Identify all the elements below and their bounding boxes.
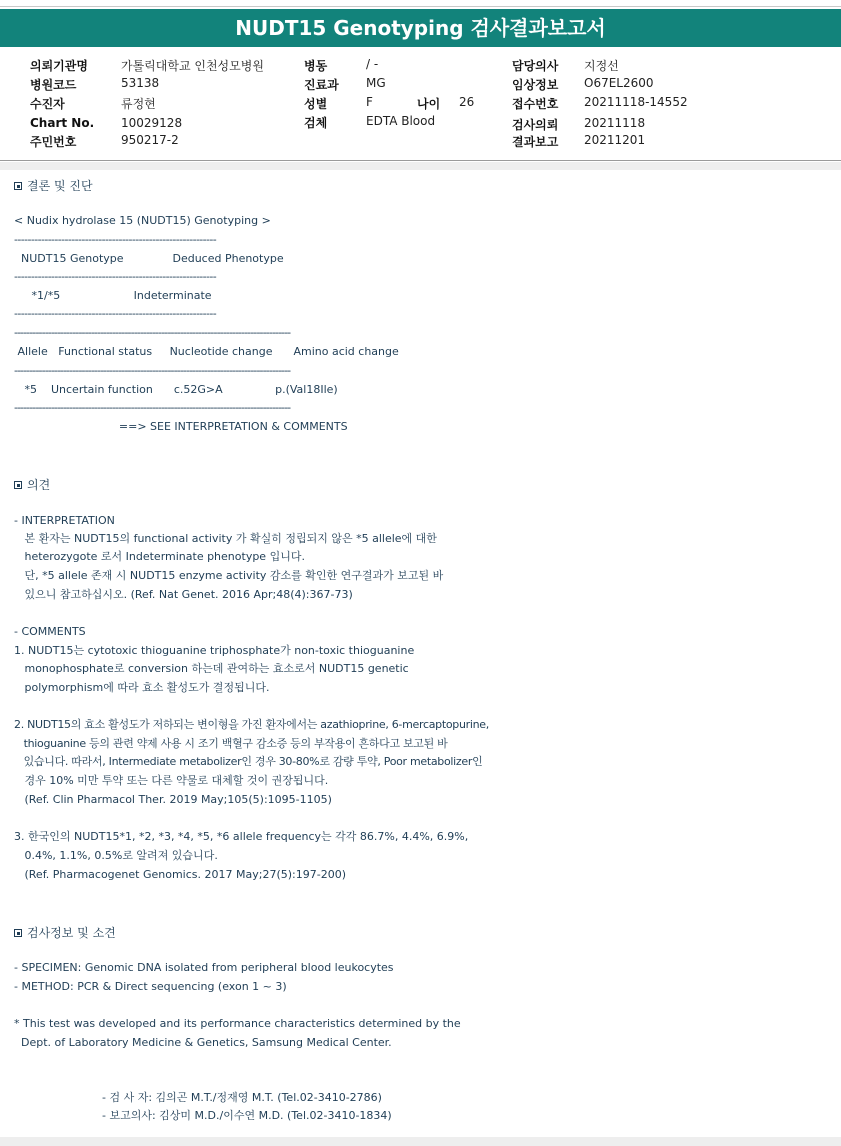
header-value-age: 26	[459, 95, 475, 109]
header-label-requesting-institution: 의뢰기관명	[30, 59, 88, 73]
conclusion-line: ------------------------------------------------------------	[14, 307, 217, 320]
opinion-line: monophosphate로 conversion 하는데 관여하는 효소로서 NUDT15 genetic	[14, 662, 409, 675]
section-heading-opinion	[14, 476, 50, 493]
testinfo-line: - METHOD: PCR & Direct sequencing (exon 1 ~ 3)	[14, 980, 287, 993]
section-heading-testinfo	[14, 924, 116, 941]
opinion-line: 3. 한국인의 NUDT15*1, *2, *3, *4, *5, *6 allele frequency는 각각 86.7%, 4.4%, 6.9%,	[14, 830, 469, 843]
header-value-physician: 지정선	[584, 59, 619, 73]
conclusion-line: ------------------------------------------------------------------------------------------	[14, 364, 291, 377]
header-value-request-date: 20211118	[584, 116, 646, 130]
signature-line-reporting-physician: - 보고의사: 김상미 M.D./이수연 M.D. (Tel.02-3410-1834)	[102, 1109, 392, 1122]
checkbox-square-icon	[14, 182, 22, 190]
conclusion-line: ------------------------------------------------------------	[14, 270, 217, 283]
opinion-line: polymorphism에 따라 효소 활성도가 결정됩니다.	[14, 681, 270, 694]
conclusion-line: ------------------------------------------------------------------------------------------	[14, 326, 291, 339]
opinion-line: 단, *5 allele 존재 시 NUDT15 enzyme activity 감소를 확인한 연구결과가 보고된 바	[14, 569, 444, 582]
conclusion-line: *1/*5 Indeterminate	[14, 289, 212, 302]
header-value-chart-no: 10029128	[121, 116, 183, 130]
header-label-sex: 성별	[304, 97, 328, 111]
opinion-line: - INTERPRETATION	[14, 514, 115, 527]
header-value-requesting-institution: 가톨릭대학교 인천성모병원	[121, 59, 264, 73]
bottom-gray-strip	[0, 1137, 841, 1146]
testinfo-line: Dept. of Laboratory Medicine & Genetics, Samsung Medical Center.	[14, 1036, 392, 1049]
conclusion-line: ------------------------------------------------------------------------------------------	[14, 401, 291, 414]
header-label-resident-number: 주민번호	[30, 135, 77, 149]
opinion-line: 있으니 참고하십시오. (Ref. Nat Genet. 2016 Apr;48(4):367-73)	[14, 588, 353, 601]
checkbox-square-icon	[14, 929, 22, 937]
conclusion-line: *5 Uncertain function c.52G>A p.(Val18Ile)	[14, 383, 338, 396]
header-label-specimen: 검체	[304, 116, 328, 130]
header-value-hospital-code: 53138	[121, 76, 160, 90]
conclusion-line: ------------------------------------------------------------	[14, 233, 217, 246]
header-value-report-date: 20211201	[584, 133, 646, 147]
header-label-accession-number: 접수번호	[512, 97, 559, 111]
opinion-line: 본 환자는 NUDT15의 functional activity 가 확실히 정립되지 않은 *5 allele에 대한	[14, 532, 437, 545]
conclusion-line: Allele Functional status Nucleotide change Amino acid change	[14, 345, 399, 358]
header-label-physician: 담당의사	[512, 59, 559, 73]
opinion-line: (Ref. Clin Pharmacol Ther. 2019 May;105(5):1095-1105)	[14, 793, 332, 806]
opinion-line: 0.4%, 1.1%, 0.5%로 알려져 있습니다.	[14, 849, 218, 862]
header-label-request-date: 검사의뢰	[512, 118, 559, 132]
header-value-patient: 류정현	[121, 97, 156, 111]
opinion-line: thioguanine 등의 관련 약제 사용 시 조기 백혈구 감소증 등의 부작용이 흔하다고 보고된 바	[14, 737, 448, 750]
header-value-specimen: EDTA Blood	[366, 114, 436, 128]
header-value-accession-number: 20211118-14552	[584, 95, 688, 109]
header-label-age: 나이	[417, 97, 441, 111]
header-value-clinical-info: O67EL2600	[584, 76, 654, 90]
header-label-department: 진료과	[304, 78, 339, 92]
header-divider	[0, 160, 841, 161]
section-title-testinfo: 검사정보 및 소견	[27, 926, 116, 940]
opinion-line: - COMMENTS	[14, 625, 86, 638]
section-heading-conclusion	[14, 177, 93, 194]
header-label-clinical-info: 임상정보	[512, 78, 559, 92]
opinion-line: 1. NUDT15는 cytotoxic thioguanine triphosphate가 non-toxic thioguanine	[14, 644, 415, 657]
opinion-line: 경우 10% 미만 투약 또는 다른 약물로 대체할 것이 권장됩니다.	[14, 774, 329, 787]
opinion-line: 2. NUDT15의 효소 활성도가 저하되는 변이형을 가진 환자에서는 azathioprine, 6-mercaptopurine,	[14, 718, 489, 731]
conclusion-line: NUDT15 Genotype Deduced Phenotype	[14, 252, 284, 265]
header-label-patient: 수진자	[30, 97, 65, 111]
header-label-chart-no: Chart No.	[30, 116, 95, 130]
header-value-department: MG	[366, 76, 386, 90]
header-label-ward: 병동	[304, 59, 328, 73]
section-title-opinion: 의견	[27, 478, 51, 492]
opinion-line: (Ref. Pharmacogenet Genomics. 2017 May;27(5):197-200)	[14, 868, 346, 881]
header-value-ward: / -	[366, 57, 379, 71]
header-label-hospital-code: 병원코드	[30, 78, 77, 92]
header-label-report-date: 결과보고	[512, 135, 559, 149]
conclusion-line: ==> SEE INTERPRETATION & COMMENTS	[14, 420, 348, 433]
header-value-sex: F	[366, 95, 373, 109]
report-title: NUDT15 Genotyping 검사결과보고서	[0, 9, 841, 47]
signature-line-examiner: - 검 사 자: 김의곤 M.T./정재영 M.T. (Tel.02-3410-2786)	[102, 1091, 382, 1104]
testinfo-line: * This test was developed and its performance characteristics determined by the	[14, 1017, 461, 1030]
opinion-line: 있습니다. 따라서, Intermediate metabolizer인 경우 30-80%로 감량 투약, Poor metabolizer인	[14, 755, 483, 768]
conclusion-line: < Nudix hydrolase 15 (NUDT15) Genotyping >	[14, 214, 271, 227]
checkbox-square-icon	[14, 481, 22, 489]
header-value-resident-number: 950217-2	[121, 133, 179, 147]
top-gray-strip	[0, 162, 841, 170]
testinfo-line: - SPECIMEN: Genomic DNA isolated from peripheral blood leukocytes	[14, 961, 394, 974]
opinion-line: heterozygote 로서 Indeterminate phenotype 입니다.	[14, 550, 305, 563]
section-title-conclusion: 결론 및 진단	[27, 179, 93, 193]
